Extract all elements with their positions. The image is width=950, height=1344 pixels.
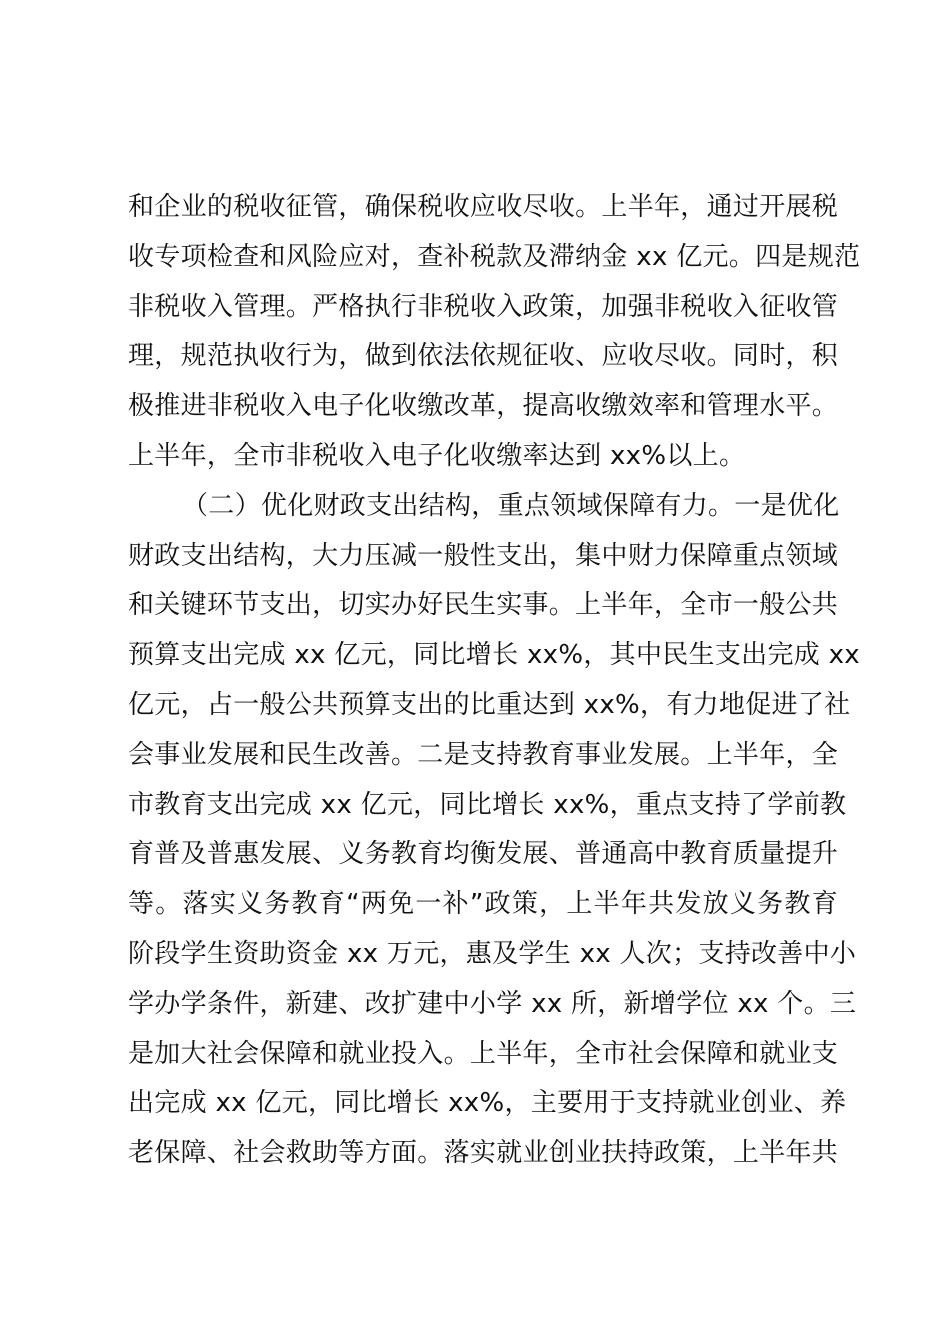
text-line: 亿元，占一般公共预算支出的比重达到 xx%，有力地促进了社	[128, 689, 851, 720]
text-line: 会事业发展和民生改善。二是支持教育事业发展。上半年，全	[128, 739, 839, 770]
text-line: 市教育支出完成 xx 亿元，同比增长 xx%，重点支持了学前教	[128, 789, 847, 820]
text-line: 是加大社会保障和就业投入。上半年，全市社会保障和就业支	[128, 1038, 839, 1069]
text-line: 预算支出完成 xx 亿元，同比增长 xx%，其中民生支出完成 xx	[128, 640, 860, 671]
text-line: 育普及普惠发展、义务教育均衡发展、普通高中教育质量提升	[128, 839, 839, 870]
text-line: 老保障、社会救助等方面。落实就业创业扶持政策，上半年共	[128, 1138, 839, 1169]
text-line: 理，规范执收行为，做到依法依规征收、应收尽收。同时，积	[128, 341, 839, 372]
text-line: 阶段学生资助资金 xx 万元，惠及学生 xx 人次；支持改善中小	[128, 938, 857, 969]
text-line: 财政支出结构，大力压减一般性支出，集中财力保障重点领域	[128, 540, 839, 571]
text-line: 等。落实义务教育“两免一补”政策，上半年共发放义务教育	[128, 889, 838, 920]
section-heading-line: （二）优化财政支出结构，重点领域保障有力。一是优化	[182, 490, 840, 521]
text-line: 上半年，全市非税收入电子化收缴率达到 xx%以上。	[128, 440, 746, 471]
text-line: 和关键环节支出，切实办好民生实事。上半年，全市一般公共	[128, 590, 839, 621]
text-line: 和企业的税收征管，确保税收应收尽收。上半年，通过开展税	[128, 192, 839, 222]
text-line: 非税收入管理。严格执行非税收入政策，加强非税收入征收管	[128, 291, 839, 322]
text-line: 出完成 xx 亿元，同比增长 xx%，主要用于支持就业创业、养	[128, 1088, 847, 1119]
text-line: 收专项检查和风险应对，查补税款及滞纳金 xx 亿元。四是规范	[128, 241, 861, 272]
body-text	[128, 183, 861, 1179]
text-line: 极推进非税收入电子化收缴改革，提高收缴效率和管理水平。	[128, 391, 839, 422]
text-line: 学办学条件，新建、改扩建中小学 xx 所，新增学位 xx 个。三	[128, 988, 857, 1019]
